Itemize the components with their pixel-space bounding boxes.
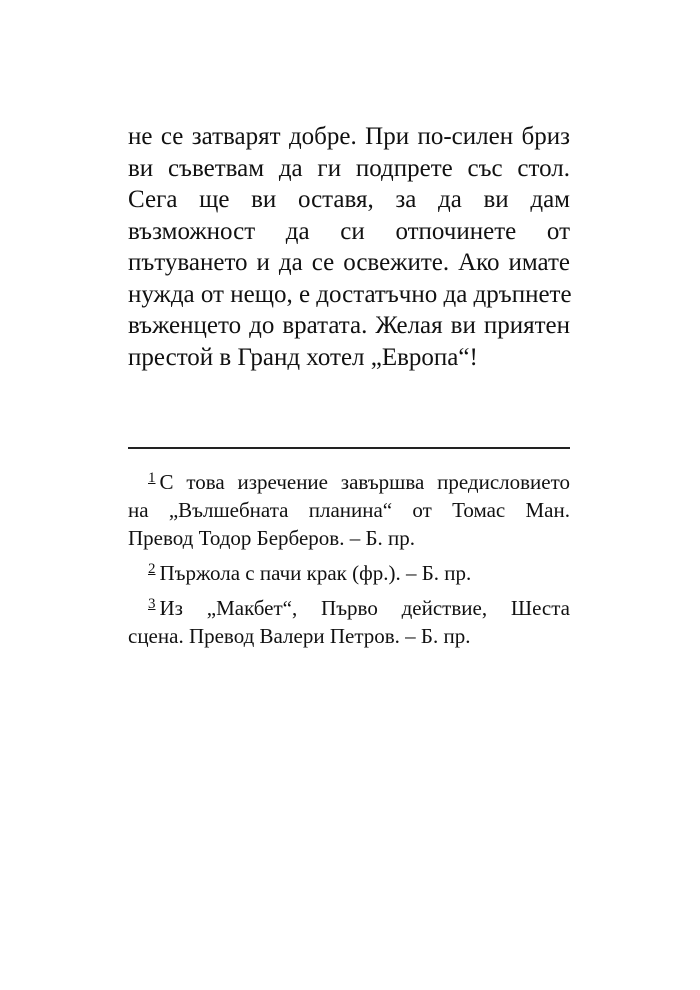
body-line: възможност да си отпочинете от	[128, 217, 570, 245]
footnote-2	[128, 559, 570, 587]
body-line: престой в Гранд хотел „Европа“!	[128, 343, 478, 371]
footnote-line	[128, 559, 570, 587]
footnotes	[128, 468, 570, 657]
footnote-line: на „Вълшебната планина“ от Томас Ман.	[128, 498, 570, 522]
footnote-line: сцена. Превод Валери Петров. – Б. пр.	[128, 624, 471, 648]
footnote-marker[interactable]: 1	[148, 470, 156, 486]
footnote-marker[interactable]: 2	[148, 561, 156, 577]
body-line: въженцето до вратата. Желая ви приятен	[128, 312, 570, 339]
footnote-3	[128, 594, 570, 650]
body-text	[128, 121, 570, 373]
footnote-line: Превод Тодор Берберов. – Б. пр.	[128, 526, 415, 550]
footnote-text: Пържола с пачи крак (фр.). – Б. пр.	[159, 561, 472, 585]
footnote-line	[128, 468, 570, 496]
footnote-line	[128, 594, 570, 622]
footnote-separator	[128, 447, 570, 449]
body-line: пътуването и да се освежите. Ако имате	[128, 249, 570, 276]
footnote-text: С това изречение завършва предисловието	[159, 470, 570, 494]
body-line: Сега ще ви оставя, за да ви дам	[128, 186, 570, 213]
body-line: не се затварят добре. При по-силен бриз	[128, 123, 570, 150]
footnote-text: Из „Макбет“, Първо действие, Шеста	[159, 596, 570, 620]
body-line: нужда от нещо, е достатъчно да дръпнете	[128, 280, 572, 308]
body-line: ви съветвам да ги подпрете със стол.	[128, 154, 570, 182]
footnote-1	[128, 468, 570, 552]
footnote-marker[interactable]: 3	[148, 596, 156, 612]
